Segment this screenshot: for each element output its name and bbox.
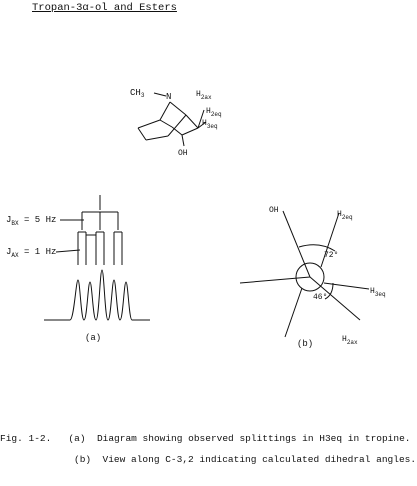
- panel-b-label: (b): [297, 339, 314, 349]
- jax-label: $J_{AX} = 1$ Hz: [6, 247, 57, 259]
- caption-a-label: (a): [68, 433, 86, 444]
- h3eq-label: $H_{3eq}$: [202, 119, 218, 130]
- ch3-label: $CH_3$: [130, 88, 145, 99]
- n-atom-label: N: [166, 92, 172, 102]
- caption-line-b: [74, 454, 416, 465]
- page-title: Tropan-3α-ol and Esters: [32, 2, 177, 14]
- newman-projection: [215, 195, 405, 355]
- h3eq-label-newman: $H_{3eq}$: [370, 287, 386, 298]
- angle-46-label: 46°: [313, 293, 328, 302]
- figure-label: Fig. 1-2.: [0, 433, 52, 444]
- h2eq-label: $H_{2eq}$: [206, 107, 222, 118]
- caption-line-a: [0, 433, 411, 444]
- h2ax-label: $H_{2ax}$: [196, 90, 212, 101]
- h2eq-label-newman: $H_{2eq}$: [337, 210, 353, 221]
- splitting-diagram: [0, 190, 160, 350]
- oh-label-newman: OH: [269, 206, 279, 215]
- caption-a-text: Diagram showing observed splittings in H3eq in tropine.: [96, 433, 411, 444]
- jbx-label: $J_{BX} = 5$ Hz: [6, 215, 57, 227]
- panel-a-label: (a): [85, 333, 102, 343]
- caption-b-text: View along C-3,2 indicating calculated dihedral angles.: [102, 454, 417, 465]
- oh-label: OH: [178, 149, 188, 158]
- angle-72-label: 72°: [324, 251, 339, 260]
- tropine-structure: [120, 80, 240, 160]
- h2ax-label-newman: $H_{2ax}$: [342, 335, 358, 346]
- caption-b-label: (b): [74, 454, 92, 465]
